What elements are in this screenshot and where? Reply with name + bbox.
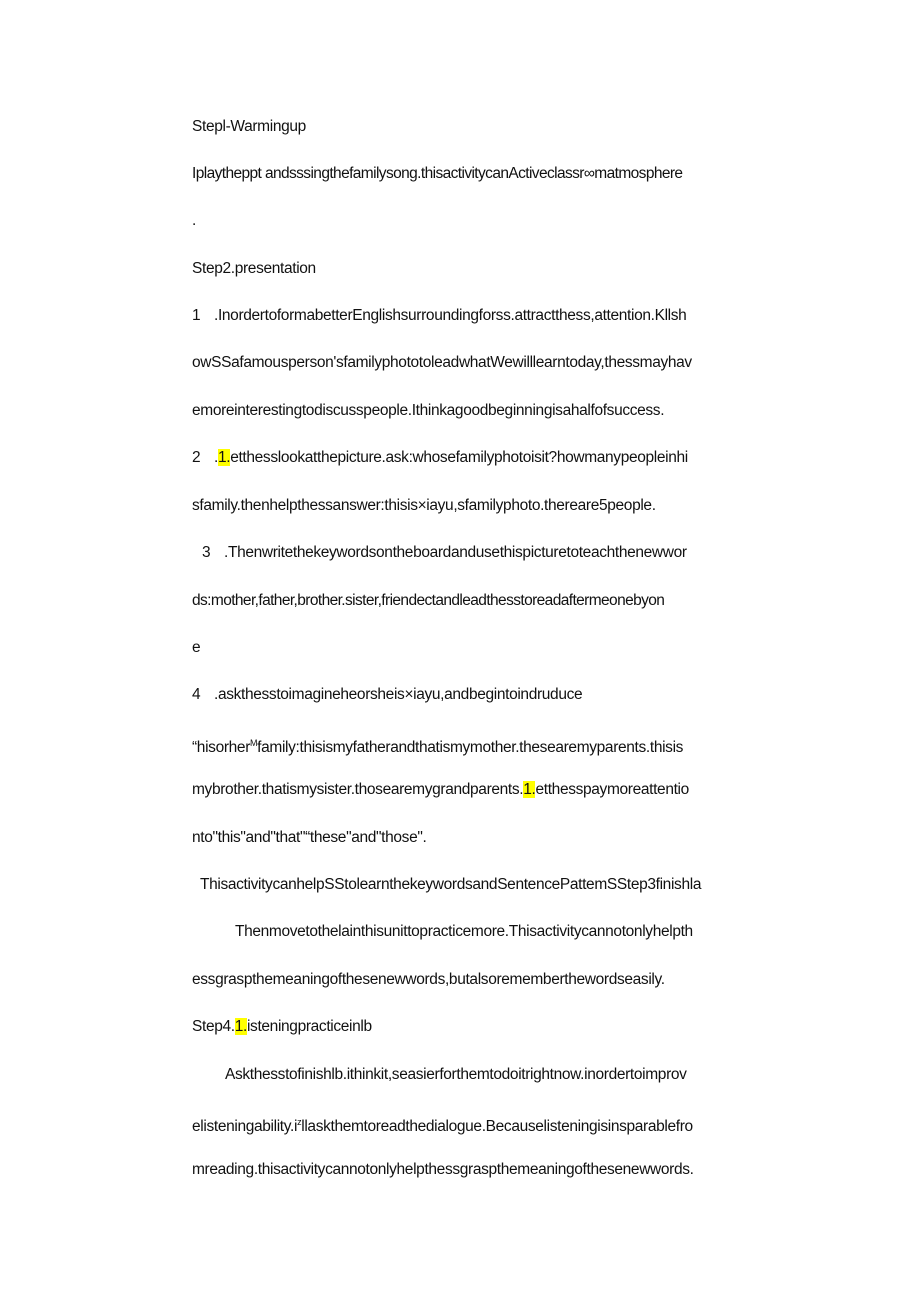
highlighted-text: 1. — [523, 781, 536, 798]
text-run: etthesspaymoreattentio — [535, 781, 689, 798]
step1-heading: Stepl-Warmingup — [192, 118, 306, 135]
list-item-2 — [192, 448, 688, 468]
list-item-1 — [192, 306, 686, 326]
text-run: Step4. — [192, 1018, 235, 1035]
text-run: isteningpracticeinlb — [246, 1018, 372, 1035]
text-run: llaskthemtoreadthedialogue.Becauselisteningisinsparablefro — [301, 1118, 693, 1135]
text-line: Iplaytheppt andsssingthefamilysong.thisactivitycanActiveclassr∞matmosphere — [192, 165, 683, 182]
text-line: essgraspthemeaningofthesenewwords,butalsorememberthewordseasily. — [192, 971, 665, 988]
text-run: etthesslookatthepicture.ask:whosefamilyphotoisit?howmanypeopleinhi — [230, 449, 688, 466]
text-line: Thenmovetothelainthisunittopracticemore.Thisactivitycannotonlyhelpth — [235, 923, 693, 940]
text-line: mreading.thisactivitycannotonlyhelpthessgraspthemeaningofthesenewwords. — [192, 1161, 694, 1178]
text-run: elisteningability.i — [192, 1118, 298, 1135]
step4-heading — [192, 1017, 372, 1037]
text-line: Askthesstofinishlb.ithinkit,seasierforthemtodoitrightnow.inordertoimprov — [225, 1066, 687, 1083]
text-line — [192, 733, 683, 758]
text-line: owSSafamousperson'sfamilyphototoleadwhatWewilllearntoday,thessmayhav — [192, 354, 692, 371]
text-line: emoreinterestingtodiscusspeople.Ithinkagoodbeginningisahalfofsuccess. — [192, 402, 665, 419]
list-number: 4 — [192, 686, 201, 703]
highlighted-text: 1. — [217, 449, 231, 466]
list-number: 1 — [192, 307, 201, 324]
text-line: sfamily.thenhelpthessanswer:thisis×iayu,sfamilyphoto.thereare5people. — [192, 497, 656, 514]
text-line: e — [192, 639, 201, 656]
text-line: nto"this"and"that"“these"and"those". — [192, 829, 427, 846]
list-item-4 — [192, 685, 582, 705]
text-line — [192, 1112, 693, 1137]
text-run: .InordertoformabetterEnglishsurroundingforss.attractthess,attention.Kllsh — [214, 307, 687, 324]
text-run: mybrother.thatismysister.thosearemygrandparents. — [192, 781, 524, 798]
text-line: . — [192, 212, 196, 229]
list-item-3 — [202, 543, 687, 563]
highlighted-text: 1. — [234, 1018, 247, 1035]
step2-heading: Step2.presentation — [192, 260, 316, 277]
text-line: ThisactivitycanhelpSStolearnthekeywordsandSentencePattemSStep3finishla — [200, 876, 702, 893]
list-number: 2 — [192, 449, 201, 466]
text-run: .Thenwritethekeywordsontheboardandusethispicturetoteachthenewwor — [224, 544, 687, 561]
superscript: M — [250, 738, 258, 748]
text-run: “hisorher — [192, 739, 251, 756]
list-number: 3 — [202, 544, 211, 561]
text-run: family:thisismyfatherandthatismymother.thesearemyparents.thisis — [257, 739, 684, 756]
text-line — [192, 780, 689, 800]
text-run: .askthesstoimagineheorsheis×iayu,andbegintoindruduce — [214, 686, 583, 703]
text-run: . — [214, 449, 218, 466]
text-line: ds:mother,father,brother.sister,friendectandleadthesstoreadaftermeonebyon — [192, 592, 665, 609]
superscript: z — [297, 1117, 302, 1127]
